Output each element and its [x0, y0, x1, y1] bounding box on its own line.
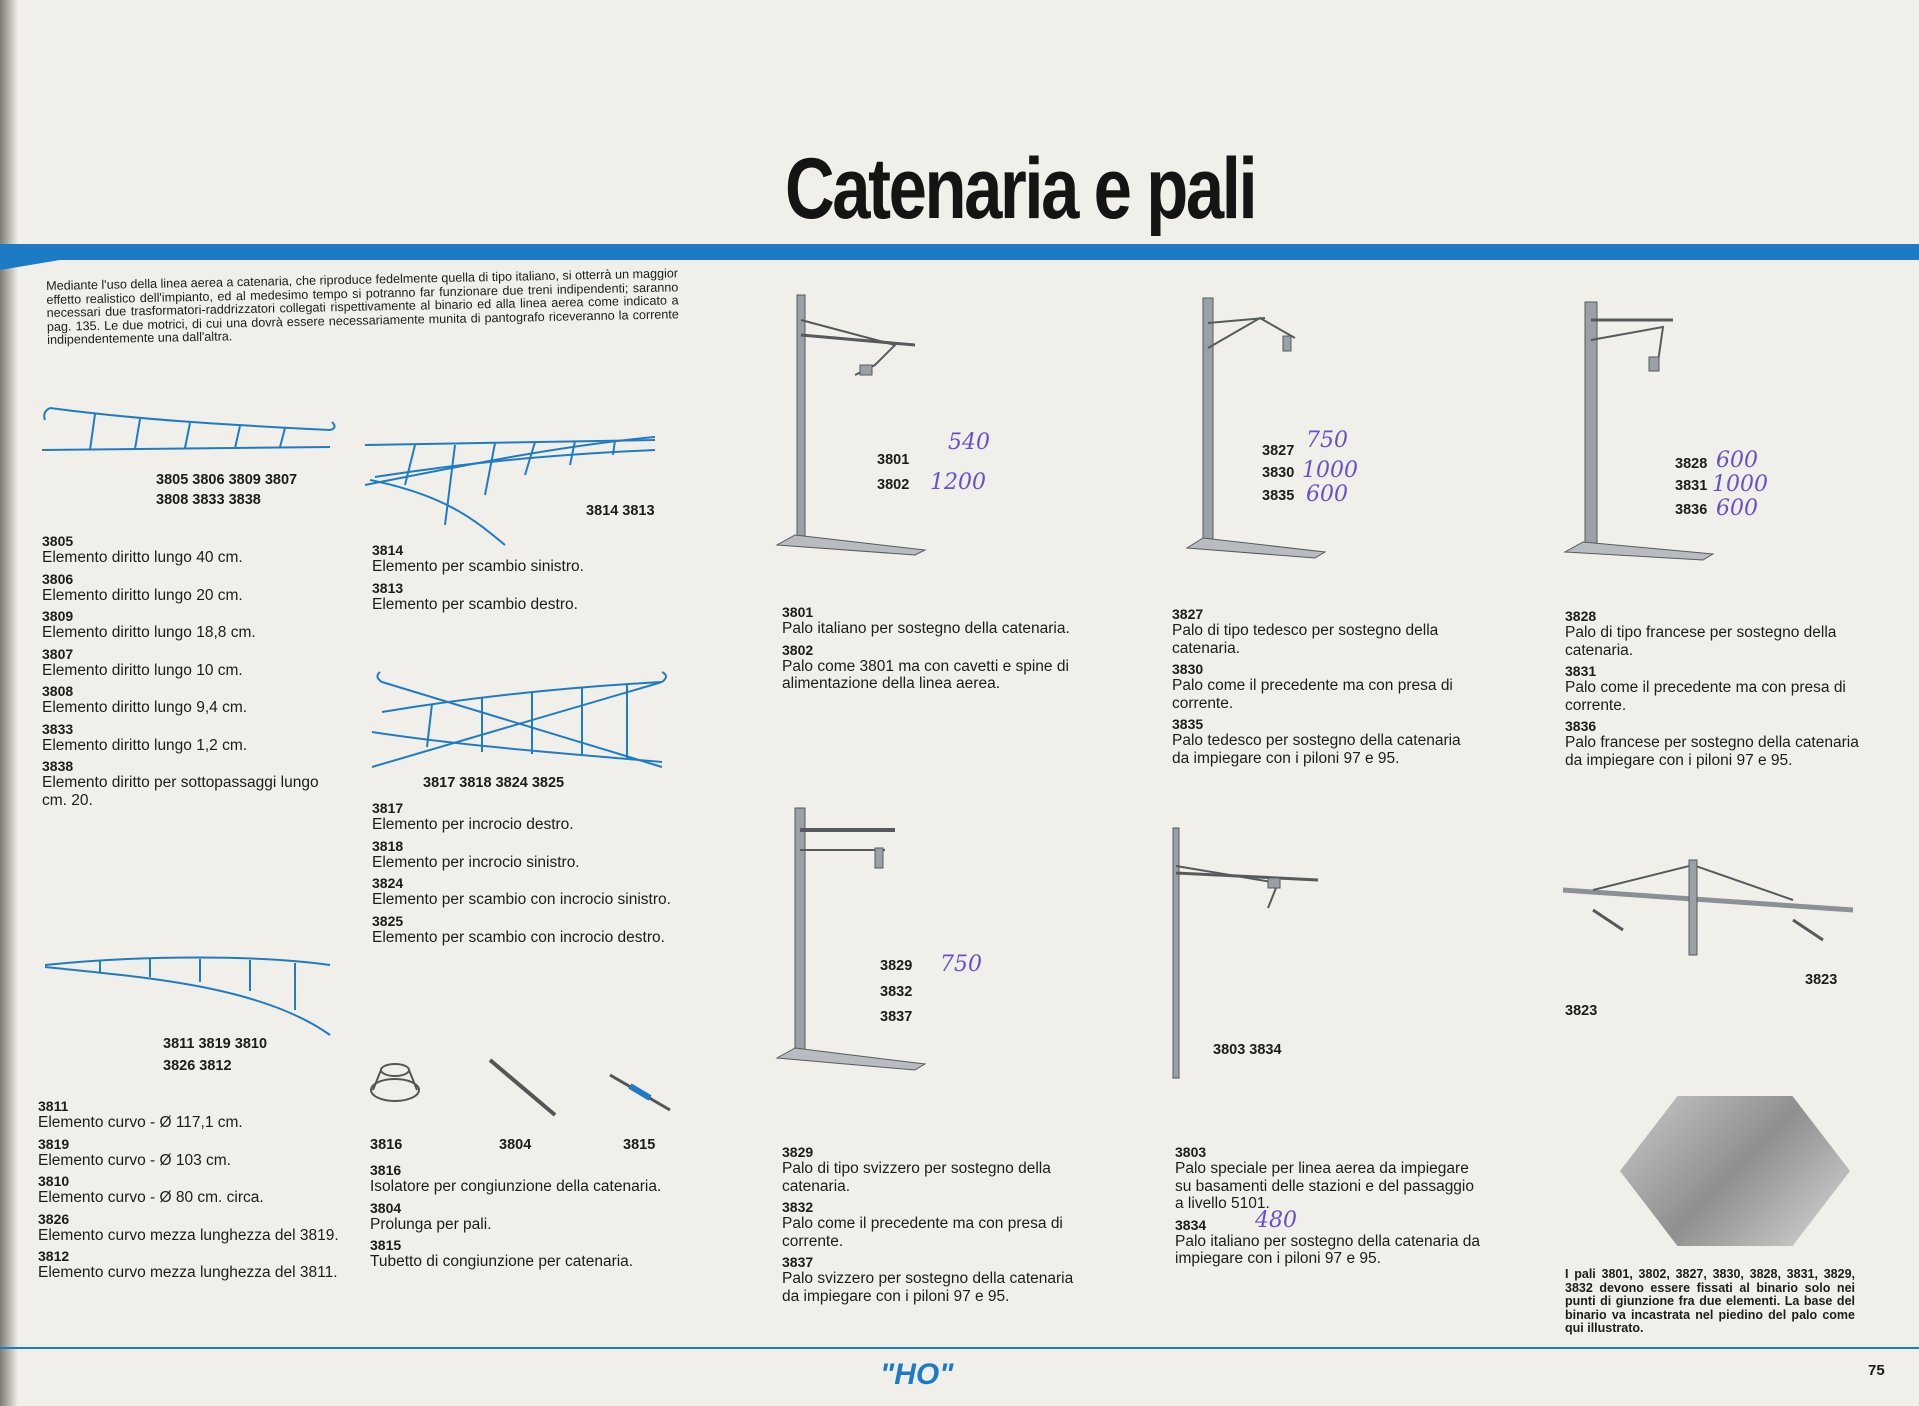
- tube-illustration: [605, 1070, 685, 1120]
- brand-ho: "HO": [880, 1358, 954, 1391]
- col4b-list: [1175, 1144, 1483, 1272]
- footer-rule: [0, 1347, 1919, 1349]
- item-code: 3834: [1175, 1216, 1207, 1233]
- item-description: Elemento per scambio sinistro.: [372, 558, 584, 575]
- straight-labels-a: 3805 3806 3809 3807: [156, 472, 298, 488]
- item-description: Elemento curvo mezza lunghezza del 3811.: [38, 1264, 338, 1281]
- item-description: Isolatore per congiunzione della catenaria.: [370, 1178, 662, 1195]
- item-code: 3837: [782, 1254, 814, 1270]
- item-description: Elemento per incrocio destro.: [372, 816, 574, 833]
- item-code: 3835: [1172, 716, 1204, 732]
- pole-swiss-illustration: [775, 808, 935, 1078]
- switch-catenary-illustration: [365, 425, 665, 545]
- item-code: 3817: [372, 800, 404, 816]
- item-code: 3813: [372, 579, 404, 596]
- item-description: Elemento curvo mezza lunghezza del 3819.: [38, 1226, 339, 1244]
- item-description: Palo italiano per sostegno della catenaria da impiegare con i piloni 97 e 95.: [1175, 1232, 1481, 1267]
- col2-list: [372, 542, 677, 617]
- label-3828: 3828: [1675, 456, 1708, 472]
- pole-italian-illustration: [775, 295, 935, 555]
- label-3829: 3829: [880, 958, 913, 974]
- item-code: 3818: [372, 837, 404, 854]
- straight-labels-b: 3808 3833 3838: [156, 492, 261, 508]
- bridge-catenary-illustration: [1563, 860, 1863, 960]
- item-description: Elemento curvo - Ø 103 cm.: [38, 1151, 231, 1169]
- item-code: 3819: [38, 1135, 70, 1152]
- label-3801: 3801: [877, 452, 910, 468]
- item-description: Elemento diritto lungo 40 cm.: [42, 549, 243, 566]
- item-code: 3836: [1565, 718, 1597, 734]
- handwritten-3827: 750: [1306, 428, 1348, 453]
- handwritten-3831: 1000: [1712, 472, 1768, 497]
- item-description: Palo francese per sostegno della catenaria da impiegare con i piloni 97 e 95.: [1565, 734, 1859, 769]
- item-description: Palo di tipo tedesco per sostegno della catenaria.: [1172, 622, 1439, 657]
- item-description: Elemento per scambio con incrocio destro.: [372, 928, 665, 946]
- item-description: Elemento diritto lungo 18,8 cm.: [42, 624, 256, 641]
- col3b-list: [782, 1144, 1090, 1309]
- label-3804: 3804: [499, 1137, 532, 1153]
- col3-list: [782, 604, 1090, 697]
- label-3830: 3830: [1262, 465, 1295, 481]
- item-description: Elemento curvo - Ø 117,1 cm.: [38, 1114, 243, 1131]
- handwritten-3802: 1200: [930, 470, 986, 495]
- item-description: Palo come il precedente ma con presa di corrente.: [1565, 679, 1846, 714]
- item-description: Palo di tipo svizzero per sostegno della catenaria.: [782, 1160, 1051, 1195]
- item-description: Palo tedesco per sostegno della catenaria da impiegare con i piloni 97 e 95.: [1172, 732, 1461, 767]
- item-code: 3838: [42, 758, 74, 774]
- curve-labels-b: 3826 3812: [163, 1058, 232, 1074]
- label-3815: 3815: [623, 1137, 656, 1153]
- item-code: 3814: [372, 542, 404, 558]
- item-code: 3805: [42, 533, 74, 549]
- label-3832: 3832: [880, 984, 913, 1000]
- item-code: 3806: [42, 570, 74, 587]
- item-description: Palo svizzero per sostegno della catenaria da impiegare con i piloni 97 e 95.: [782, 1270, 1074, 1305]
- crossing-catenary-illustration: [372, 672, 672, 772]
- item-code: 3807: [42, 645, 74, 662]
- item-description: Palo come 3801 ma con cavetti e spine di alimentazione della linea aerea.: [782, 657, 1069, 692]
- label-3803-3834: 3803 3834: [1213, 1042, 1282, 1058]
- item-code: 3825: [372, 912, 404, 929]
- item-code: 3811: [38, 1098, 69, 1114]
- item-code: 3827: [1172, 606, 1204, 622]
- col2c-list: [370, 1162, 675, 1275]
- handwritten-3836: 600: [1716, 496, 1758, 521]
- item-code: 3826: [38, 1210, 70, 1227]
- page-title: Catenaria e pali: [785, 141, 1256, 237]
- insulator-illustration: [365, 1055, 425, 1115]
- item-code: 3810: [38, 1173, 70, 1189]
- item-code: 3828: [1565, 608, 1597, 624]
- item-code: 3815: [370, 1237, 402, 1253]
- crossing-labels: 3817 3818 3824 3825: [423, 775, 565, 791]
- item-code: 3816: [370, 1162, 402, 1178]
- item-description: Palo speciale per linea aerea da impiegare su basamenti delle stazioni e del passaggio a livello 5101.: [1175, 1160, 1474, 1212]
- header-band: [0, 244, 1919, 260]
- item-code: 3812: [38, 1248, 70, 1264]
- curve-labels-a: 3811 3819 3810: [163, 1036, 268, 1052]
- item-description: Elemento diritto per sottopassaggi lungo cm. 20.: [42, 774, 319, 809]
- item-description: Palo italiano per sostegno della catenaria.: [782, 620, 1070, 637]
- item-description: Palo di tipo francese per sostegno della catenaria.: [1565, 624, 1837, 659]
- handwritten-3829: 750: [940, 952, 982, 977]
- item-description: Elemento diritto lungo 9,4 cm.: [42, 699, 248, 716]
- handwritten-3801: 540: [948, 430, 990, 455]
- item-code: 3802: [782, 641, 814, 658]
- item-description: Palo come il precedente ma con presa di corrente.: [782, 1215, 1063, 1250]
- label-3836: 3836: [1675, 502, 1708, 518]
- header-band-tip: [0, 260, 60, 270]
- straight-catenary-illustration: [40, 400, 340, 460]
- handwritten-3830: 1000: [1302, 458, 1358, 483]
- item-description: Elemento per scambio con incrocio sinistro.: [372, 891, 671, 908]
- item-description: Elemento diritto lungo 1,2 cm.: [42, 736, 248, 754]
- item-description: Tubetto di congiunzione per catenaria.: [370, 1253, 634, 1270]
- track-base-photo: [1620, 1096, 1850, 1246]
- item-code: 3808: [42, 683, 74, 699]
- page-number: 75: [1868, 1362, 1885, 1379]
- item-code: 3832: [782, 1199, 814, 1215]
- pole-french-illustration: [1563, 302, 1723, 562]
- item-description: Elemento per scambio destro.: [372, 595, 578, 613]
- label-3823-b: 3823: [1565, 1003, 1598, 1019]
- item-code: 3824: [372, 875, 404, 891]
- col5-list: [1565, 608, 1873, 773]
- item-code: 3830: [1172, 661, 1204, 677]
- item-code: 3833: [42, 720, 74, 737]
- label-3816: 3816: [370, 1137, 403, 1153]
- item-description: Elemento diritto lungo 20 cm.: [42, 586, 243, 604]
- switch-labels: 3814 3813: [586, 503, 655, 519]
- page-gutter: [0, 0, 18, 1406]
- col1-list: [42, 533, 342, 813]
- item-code: 3804: [370, 1199, 402, 1216]
- col1b-list: [38, 1098, 343, 1286]
- mounting-note: I pali 3801, 3802, 3827, 3830, 3828, 3831, 3829, 3832 devono essere fissati al binario solo nei punti di giunzione fra due elementi. La base del binario va incastrata nel piedino del palo come qui illustrato.: [1565, 1267, 1855, 1336]
- curved-catenary-illustration: [40, 955, 340, 1035]
- handwritten-3828: 600: [1716, 448, 1758, 473]
- item-code: 3831: [1565, 663, 1597, 679]
- item-description: Prolunga per pali.: [370, 1215, 492, 1233]
- label-3837: 3837: [880, 1009, 913, 1025]
- label-3835: 3835: [1262, 488, 1295, 504]
- col4-list: [1172, 606, 1480, 771]
- item-code: 3801: [782, 604, 814, 620]
- label-3831: 3831: [1675, 478, 1708, 494]
- item-description: Palo come il precedente ma con presa di corrente.: [1172, 677, 1453, 712]
- handwritten-3834: 480: [1255, 1208, 1297, 1233]
- extension-illustration: [485, 1055, 565, 1125]
- handwritten-3835: 600: [1306, 482, 1348, 507]
- item-description: Elemento curvo - Ø 80 cm. circa.: [38, 1189, 264, 1206]
- label-3823-a: 3823: [1805, 972, 1838, 988]
- item-description: Elemento diritto lungo 10 cm.: [42, 661, 243, 679]
- item-code: 3809: [42, 608, 74, 624]
- item-description: Elemento per incrocio sinistro.: [372, 853, 580, 871]
- label-3827: 3827: [1262, 443, 1295, 459]
- col2b-list: [372, 800, 677, 950]
- intro-paragraph: Mediante l'uso della linea aerea a catenaria, che riproduce fedelmente quella di tipo italiano, si otterrà un maggior effetto realistico dell'impianto, ed al medesimo tempo si potranno far funzionare due treni indipendenti; saranno necessari due trasformatori-raddrizzatori collegati rispettivamente al binario ed alla linea aerea come indicato a pag. 135. Le due motrici, di cui una dovrà essere necessariamente munita di pantografo riceveranno la corrente indipendentemente una dall'altra.: [45, 266, 679, 348]
- item-code: 3803: [1175, 1144, 1207, 1160]
- label-3802: 3802: [877, 477, 910, 493]
- item-code: 3829: [782, 1144, 814, 1160]
